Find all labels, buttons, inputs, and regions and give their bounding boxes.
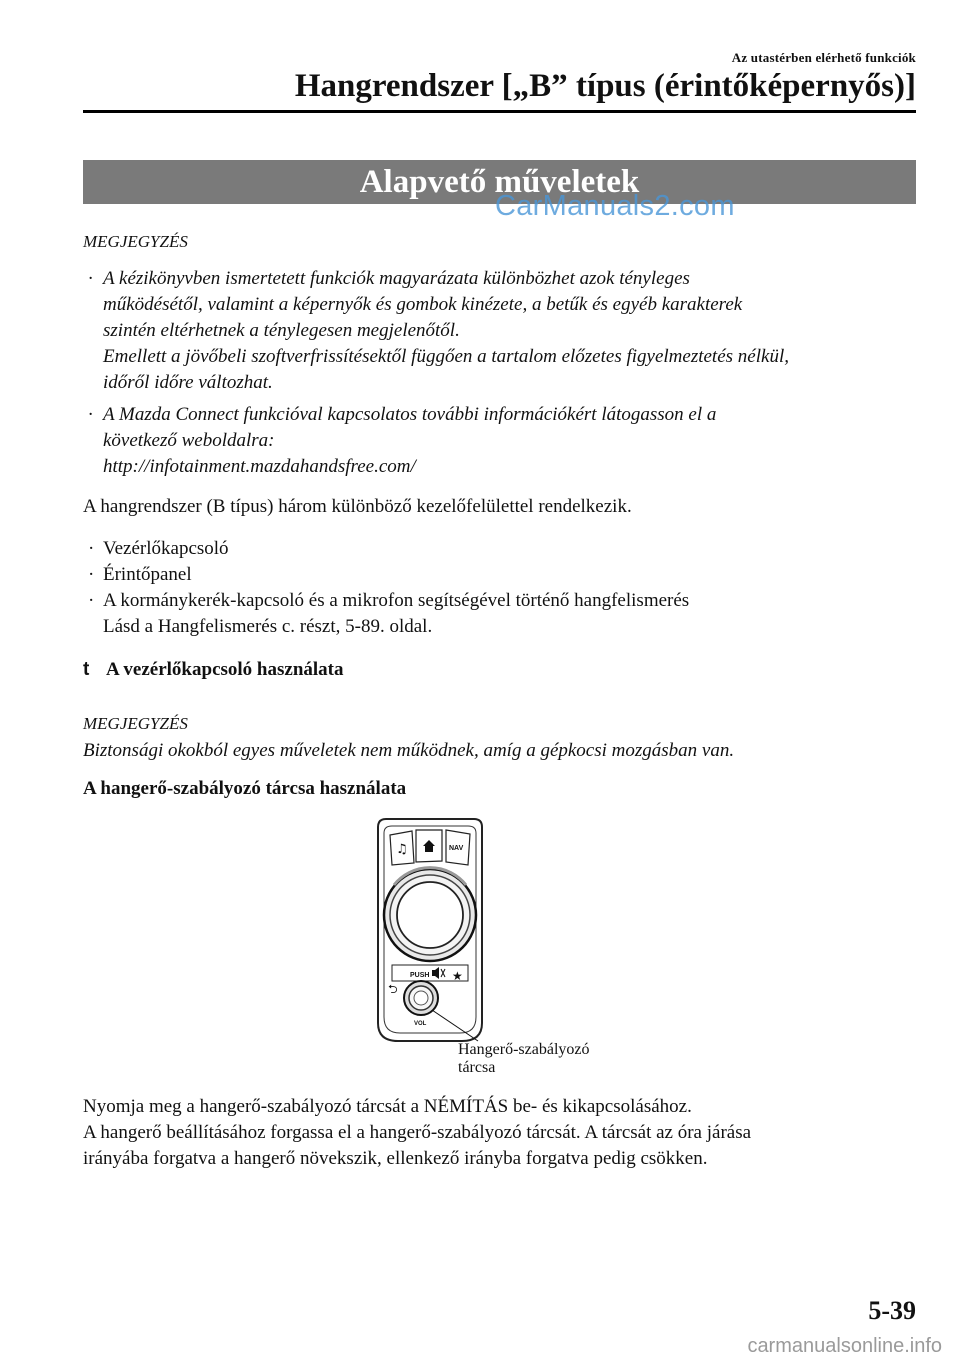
nav-label: NAV: [449, 845, 464, 852]
note-line: A kézikönyvben ismertetett funkciók magyarázata különbözhet azok tényleges: [103, 268, 690, 289]
back-icon: [388, 982, 398, 996]
list-item-text: A kormánykerék-kapcsoló és a mikrofon segítségével történő hangfelismerés: [103, 590, 690, 611]
section-marker: t: [83, 659, 90, 680]
vol-label: VOL: [414, 1021, 427, 1027]
note-line: szintén eltérhetnek a ténylegesen megjelenőtől.: [103, 320, 460, 341]
note-line: A Mazda Connect funkcióval kapcsolatos további információkért látogasson el a: [103, 404, 717, 425]
page-title: Hangrendszer [„B” típus (érintőképernyős)]: [294, 68, 916, 104]
caption-line: Hangerő-szabályozó: [458, 1041, 590, 1058]
body-line: irányába forgatva a hangerő növekszik, ellenkező irányba forgatva pedig csökken.: [83, 1148, 708, 1169]
note-text: Biztonsági okokból egyes műveletek nem működnek, amíg a gépkocsi mozgásban van.: [83, 740, 735, 761]
bullet-dot: ·: [88, 564, 95, 585]
cross-reference: Lásd a Hangfelismerés c. részt, 5-89. oldal.: [103, 616, 433, 637]
bullet-dot: ·: [88, 590, 95, 611]
url-link[interactable]: http://infotainment.mazdahandsfree.com/: [103, 456, 416, 477]
bullet-dot: ·: [88, 268, 93, 289]
note-line: működésétől, valamint a képernyők és gombok kinézete, a betűk és egyéb karakterek: [103, 294, 743, 315]
watermark: CarManuals2.com: [495, 190, 735, 222]
footer-watermark: carmanualsonline.info: [747, 1335, 942, 1357]
favorite-star-icon: [452, 969, 463, 983]
body-line: Nyomja meg a hangerő-szabályozó tárcsát a NÉMÍTÁS be- és kikapcsolásához.: [83, 1096, 692, 1117]
list-item: Érintőpanel: [103, 564, 192, 585]
commander-knob: [384, 868, 476, 961]
commander-switch-illustration: [370, 815, 500, 1045]
svg-text:★: ★: [452, 969, 463, 983]
svg-text:⮌: ⮌: [388, 982, 398, 996]
music-icon: [396, 842, 408, 857]
section-banner: Alapvető műveletek: [83, 160, 916, 204]
body-text: [83, 1094, 923, 1172]
figure-caption: [458, 1041, 590, 1077]
section-heading: A vezérlőkapcsoló használata: [106, 659, 344, 680]
volume-knob: [404, 981, 438, 1015]
list-item: Vezérlőkapcsoló: [103, 538, 229, 559]
note-bullet-1: [103, 266, 923, 396]
body-line: A hangerő beállításához forgassa el a hangerő-szabályozó tárcsát. A tárcsát az óra járása: [83, 1122, 752, 1143]
note-label: MEGJEGYZÉS: [83, 232, 188, 251]
note-line: időről időre változhat.: [103, 372, 273, 393]
list-item: [103, 588, 923, 640]
subsection-heading: A hangerő-szabályozó tárcsa használata: [83, 778, 407, 799]
svg-text:♫: ♫: [396, 842, 408, 857]
caption-line: tárcsa: [458, 1059, 496, 1076]
page-number: 5-39: [868, 1296, 916, 1325]
note-line: Emellett a jövőbeli szoftverfrissítésektől függően a tartalom előzetes figyelmeztetés nélkül,: [103, 346, 789, 367]
bullet-dot: ·: [88, 404, 93, 425]
note-bullet-2: [103, 402, 923, 480]
intro-text: A hangrendszer (B típus) három különböző kezelőfelülettel rendelkezik.: [83, 496, 632, 517]
note-label: MEGJEGYZÉS: [83, 714, 188, 733]
commander-switch-figure: [370, 815, 500, 1050]
push-label: PUSH: [410, 972, 430, 979]
title-rule: [83, 110, 916, 113]
chapter-subtitle: Az utastérben elérhető funkciók: [731, 50, 916, 65]
note-line: következő weboldalra:: [103, 430, 275, 451]
bullet-dot: ·: [88, 538, 95, 559]
